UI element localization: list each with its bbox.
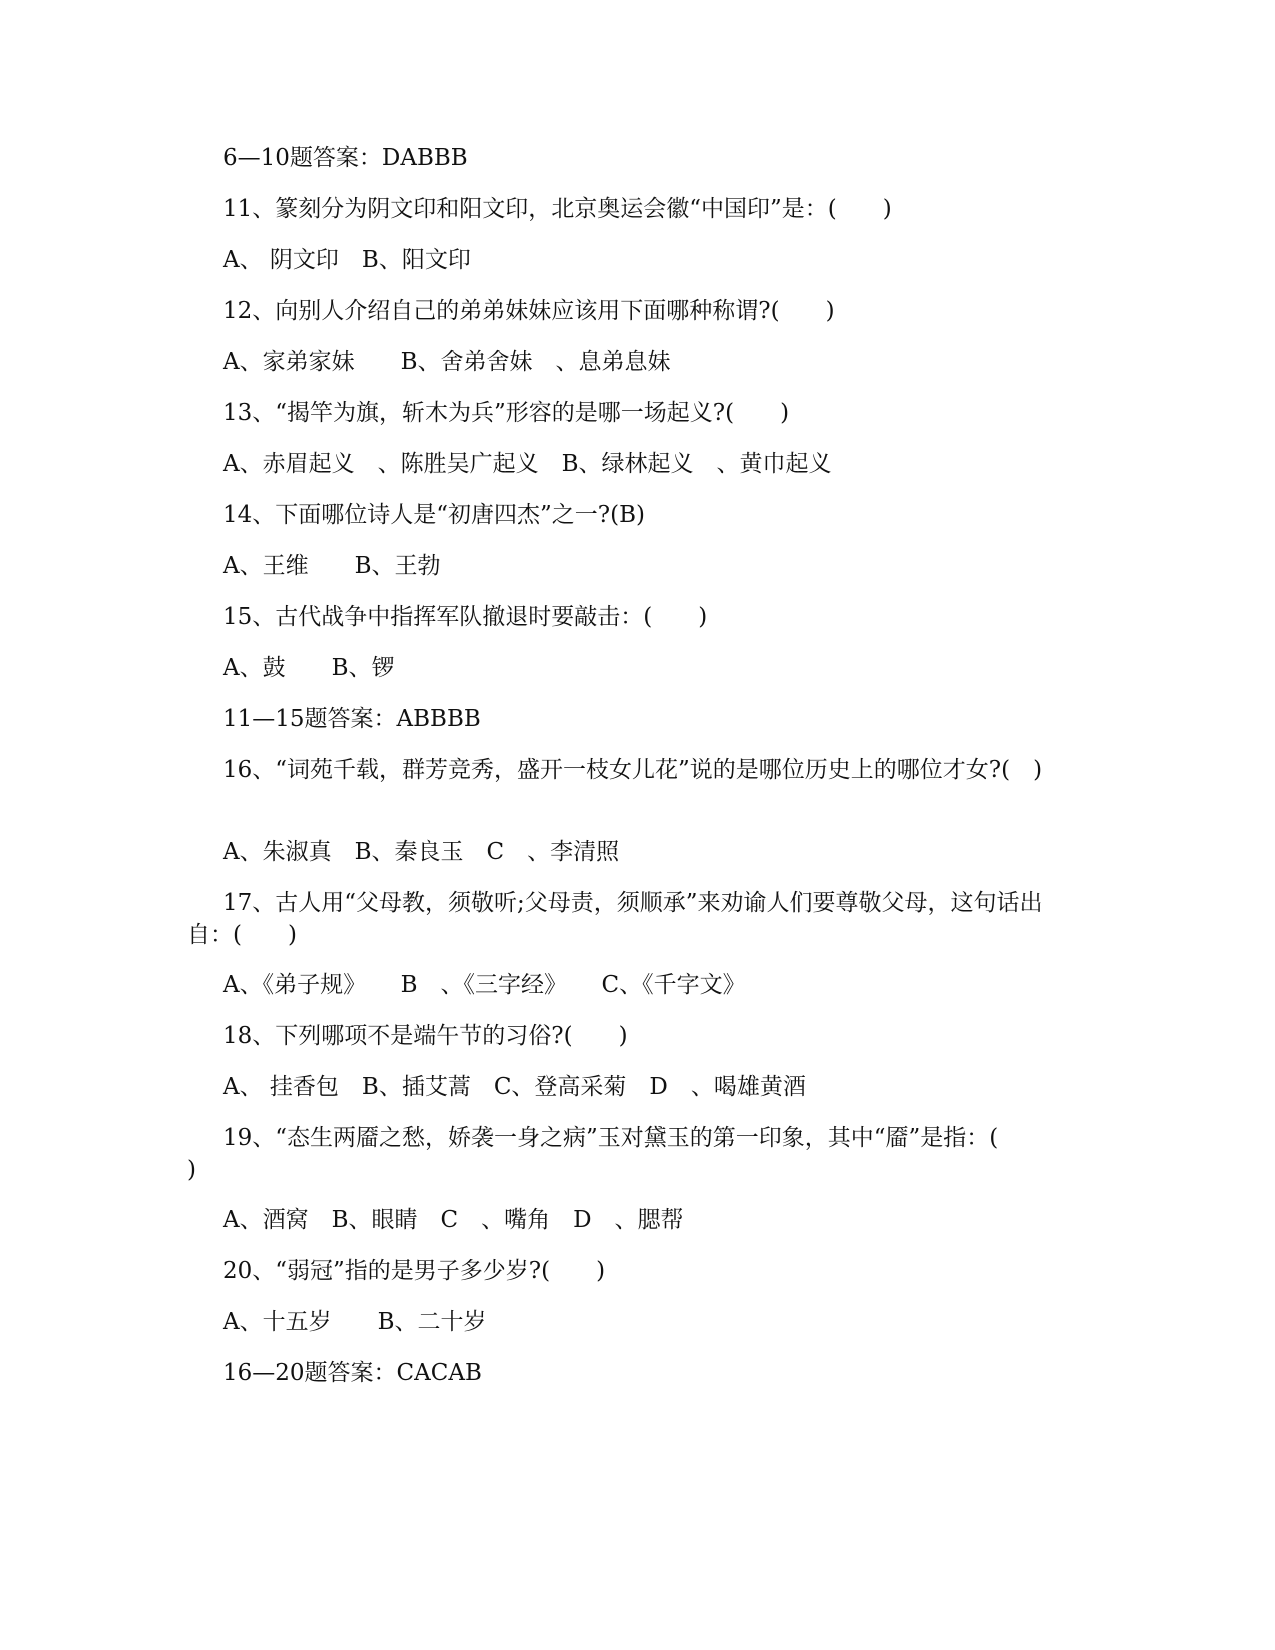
question-16: 16、“词苑千载，群芳竞秀，盛开一枝女儿花”说的是哪位历史上的哪位才女?( ) — [223, 757, 1043, 783]
options-11: A、 阴文印 B、阳文印 — [223, 247, 471, 273]
question-18: 18、下列哪项不是端午节的习俗?( ) — [223, 1023, 628, 1049]
question-12: 12、向别人介绍自己的弟弟妹妹应该用下面哪种称谓?( ) — [223, 298, 835, 324]
answer-line-16-20: 16—20题答案：CACAB — [223, 1360, 482, 1386]
question-13: 13、“揭竿为旗，斩木为兵”形容的是哪一场起义?( ) — [223, 400, 790, 426]
options-19: A、酒窝 B、眼睛 C 、嘴角 D 、腮帮 — [223, 1207, 684, 1233]
question-14: 14、下面哪位诗人是“初唐四杰”之一?(B) — [223, 502, 645, 528]
options-20: A、十五岁 B、二十岁 — [223, 1309, 487, 1335]
question-11: 11、篆刻分为阴文印和阳文印，北京奥运会徽“中国印”是：( ) — [223, 196, 892, 222]
options-12: A、家弟家妹 B、舍弟舍妹 、息弟息妹 — [223, 349, 671, 375]
options-18: A、 挂香包 B、插艾蒿 C、登高采菊 D 、喝雄黄酒 — [223, 1074, 806, 1100]
answer-line-11-15: 11—15题答案：ABBBB — [223, 706, 481, 732]
options-15: A、鼓 B、锣 — [223, 655, 395, 681]
answer-line-6-10: 6—10题答案：DABBB — [223, 145, 468, 171]
question-15: 15、古代战争中指挥军队撤退时要敲击：( ) — [223, 604, 708, 630]
options-14: A、王维 B、王勃 — [223, 553, 441, 579]
options-17: A、《弟子规》 B 、《三字经》 C、《千字文》 — [223, 972, 746, 998]
options-16: A、朱淑真 B、秦良玉 C 、李清照 — [223, 839, 620, 865]
question-17: 17、古人用“父母教，须敬听;父母责，须顺承”来劝谕人们要尊敬父母，这句话出自：( ) — [187, 890, 1043, 948]
question-19: 19、“态生两靥之愁，娇袭一身之病”玉对黛玉的第一印象，其中“靥”是指：( ) — [187, 1125, 1045, 1183]
options-13: A、赤眉起义 、陈胜吴广起义 B、绿林起义 、黄巾起义 — [223, 451, 832, 477]
question-20: 20、“弱冠”指的是男子多少岁?( ) — [223, 1258, 606, 1284]
